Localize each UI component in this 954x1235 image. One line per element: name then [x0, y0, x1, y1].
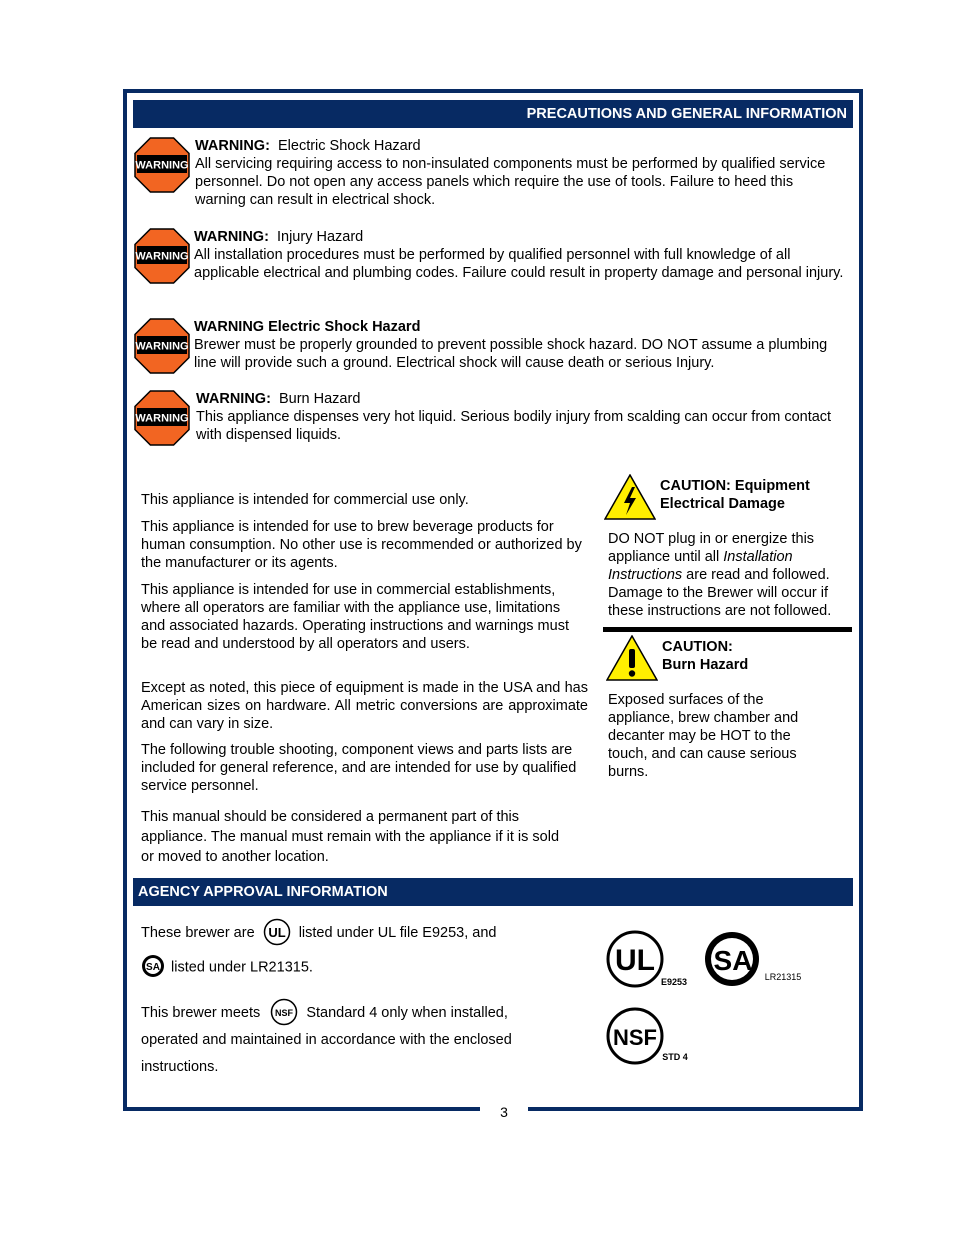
warning-electric-shock-1 [134, 137, 846, 209]
info-paragraph: The following trouble shooting, component views and parts lists are included for general reference, and are intended for use by qualified service personnel. [141, 741, 577, 794]
svg-text:NSF: NSF [275, 1008, 294, 1018]
warning-body: Brewer must be properly grounded to prevent possible shock hazard. DO NOT assume a plumbing line will provide such a ground. Electrical shock will cause death or serious Injury. [194, 337, 828, 371]
warning-text [195, 137, 846, 209]
agency-line-5: instructions. [141, 1059, 219, 1075]
warning-subtitle: Burn Hazard [278, 391, 361, 407]
caution-burn-body: Exposed surfaces of the appliance, brew chamber and decanter may be HOT to the touch, and can cause serious burns. [608, 692, 799, 780]
agency-line-nsf: This brewer meets NSF Standard 4 only when installed, [141, 998, 508, 1028]
svg-text:WARNING: WARNING [135, 340, 189, 353]
agency-line-4: operated and maintained in accordance with the enclosed [141, 1032, 512, 1048]
svg-text:WARNING: WARNING [135, 412, 189, 425]
ul-file-label: E9253 [660, 977, 688, 987]
warning-text [196, 390, 846, 444]
agency-title: AGENCY APPROVAL INFORMATION [138, 884, 388, 900]
warning-octagon-icon [134, 137, 190, 193]
caution-title-line: CAUTION: Equipment [660, 478, 810, 494]
svg-text:NSF: NSF [613, 1025, 657, 1050]
warning-title: WARNING: [194, 229, 269, 245]
warning-title: WARNING: [195, 138, 270, 154]
warning-body: All installation procedures must be performed by qualified personnel with full knowledge of all applicable electrical and plumbing codes. Failure could result in property damage and personal injury. [194, 247, 844, 281]
nsf-std-label: STD 4 [662, 1052, 688, 1062]
divider-rule [603, 627, 852, 632]
svg-text:WARNING: WARNING [135, 159, 189, 172]
warning-octagon-icon [134, 228, 190, 284]
svg-text:UL: UL [615, 944, 655, 977]
caution-title-line: CAUTION: [662, 639, 733, 655]
caution-burn-title [662, 638, 748, 674]
page-number: 3 [500, 1104, 508, 1120]
csa-logo [704, 928, 814, 990]
warning-burn [134, 390, 846, 446]
info-paragraph: This appliance is intended for commercial use only. [141, 491, 469, 508]
warning-octagon-icon [134, 390, 190, 446]
warning-text [194, 228, 846, 282]
lightning-caution-icon [604, 474, 656, 520]
agency-line-csa: SA listed under LR21315. [141, 954, 313, 981]
warning-title: WARNING: [196, 391, 271, 407]
svg-text:UL: UL [268, 925, 286, 940]
info-paragraph: Except as noted, this piece of equipment is made in the USA and has American sizes on hardware. All metric conversions are approximate and can vary in size. [141, 679, 588, 732]
caution-electrical-body: DO NOT plug in or energize this appliance until all Installation Instructions are read and followed. Damage to the Brewer will occur if these instructions are not followed. [608, 531, 832, 619]
warning-injury [134, 228, 846, 300]
caution-electrical-title [660, 477, 810, 513]
info-paragraph: This appliance is intended for use to brew beverage products for human consumption. No other use is recommended or authorized by the manufacturer or its agents. [141, 518, 582, 571]
caution-title-line: Burn Hazard [662, 657, 749, 673]
warning-octagon-icon [134, 318, 190, 374]
warning-subtitle: Electric Shock Hazard [277, 138, 421, 154]
nsf-logo [606, 1006, 696, 1066]
nsf-small-icon [270, 998, 298, 1026]
svg-text:WARNING: WARNING [135, 250, 189, 263]
warning-body: All servicing requiring access to non-insulated components must be performed by qualified service personnel. Do not open any access panels which require the use of tools. Failure to heed this warning can result in electrical shock. [195, 156, 826, 208]
caution-title-line: Electrical Damage [660, 496, 785, 512]
warning-text [194, 318, 846, 372]
csa-small-icon [141, 954, 165, 978]
warning-body: This appliance dispenses very hot liquid. Serious bodily injury from scalding can occur from contact with dispensed liquids. [196, 409, 832, 443]
svg-text:SA: SA [713, 945, 753, 976]
agency-header-bar [133, 878, 853, 906]
warning-electric-shock-2 [134, 318, 846, 374]
precautions-header-bar [133, 100, 853, 128]
exclamation-caution-icon [606, 635, 658, 681]
csa-file-label: LR21315 [764, 972, 802, 982]
info-paragraph: This appliance is intended for use in commercial establishments, where all operators are familiar with the appliance use, limitations and associated hazards. Operating instructions and warnings must be read and understood by all operators and users. [141, 581, 569, 652]
ul-small-icon [263, 918, 291, 946]
svg-text:SA: SA [146, 962, 160, 973]
ul-logo [606, 930, 696, 990]
info-paragraph: This manual should be considered a permanent part of this appliance. The manual must remain with the appliance if it is sold or moved to another location. [141, 808, 560, 865]
warning-subtitle: Injury Hazard [276, 229, 364, 245]
agency-line-ul: These brewer are UL listed under UL file E9253, and [141, 918, 496, 948]
precautions-title: PRECAUTIONS AND GENERAL INFORMATION [526, 106, 847, 122]
warning-title: WARNING Electric Shock Hazard [194, 319, 421, 335]
